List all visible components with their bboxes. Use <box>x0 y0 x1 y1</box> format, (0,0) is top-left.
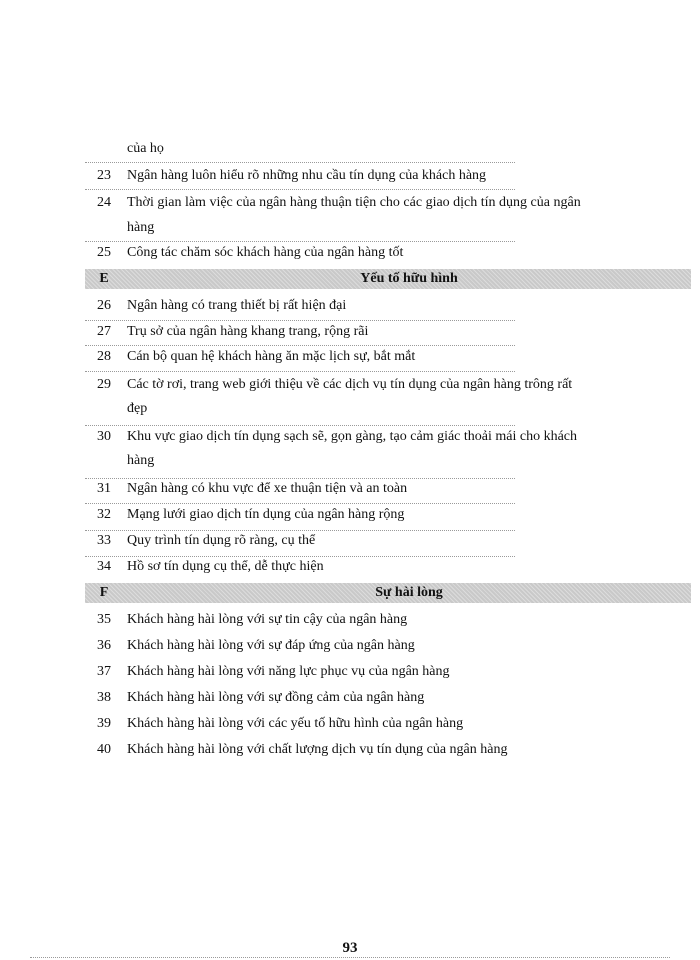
row-text: Ngân hàng có khu vực để xe thuận tiện và an toàn <box>127 481 408 496</box>
row-text: Cán bộ quan hệ khách hàng ăn mặc lịch sự, bắt mắt <box>127 349 416 364</box>
row-text-continuation: hàng <box>127 453 155 468</box>
row-text: Hồ sơ tín dụng cụ thể, dễ thực hiện <box>127 559 324 574</box>
row-number: 40 <box>97 742 111 757</box>
row-text-continuation: hàng <box>127 220 155 235</box>
row-number: 36 <box>97 638 111 653</box>
row-text: Khách hàng hài lòng với năng lực phục vụ của ngân hàng <box>127 664 450 679</box>
row-number: 27 <box>97 324 111 339</box>
row-number: 38 <box>97 690 111 705</box>
row-number: 35 <box>97 612 111 627</box>
section-code: F <box>99 585 109 600</box>
row-number: 32 <box>97 507 111 522</box>
row-text: Khách hàng hài lòng với sự đáp ứng của ngân hàng <box>127 638 415 653</box>
row-text: Ngân hàng có trang thiết bị rất hiện đại <box>127 298 347 313</box>
section-title: Yếu tố hữu hình <box>360 271 458 286</box>
footer-divider <box>30 957 670 958</box>
row-number: 39 <box>97 716 111 731</box>
row-number: 23 <box>97 168 111 183</box>
row-text: Thời gian làm việc của ngân hàng thuận tiện cho các giao dịch tín dụng của ngân <box>127 195 581 210</box>
row-number: 37 <box>97 664 111 679</box>
row-text: Khu vực giao dịch tín dụng sạch sẽ, gọn gàng, tạo cảm giác thoải mái cho khách <box>127 429 578 444</box>
row-text: Các tờ rơi, trang web giới thiệu về các dịch vụ tín dụng của ngân hàng trông rất <box>127 377 573 392</box>
row-number: 33 <box>97 533 111 548</box>
row-number: 30 <box>97 429 111 444</box>
row-text: Khách hàng hài lòng với sự đồng cảm của ngân hàng <box>127 690 425 705</box>
row-text: Quy trình tín dụng rõ ràng, cụ thể <box>127 533 316 548</box>
row-text: Khách hàng hài lòng với các yếu tố hữu hình của ngân hàng <box>127 716 464 731</box>
section-title: Sự hài lòng <box>375 585 443 600</box>
row-text: Khách hàng hài lòng với sự tin cậy của ngân hàng <box>127 612 408 627</box>
page-number: 93 <box>342 940 358 956</box>
row-number: 34 <box>97 559 111 574</box>
continuation-text: của họ <box>127 141 164 156</box>
row-number: 26 <box>97 298 111 313</box>
row-text: Khách hàng hài lòng với chất lượng dịch vụ tín dụng của ngân hàng <box>127 742 508 757</box>
section-header-e <box>85 269 691 289</box>
row-text-continuation: đẹp <box>127 401 148 416</box>
row-number: 28 <box>97 349 111 364</box>
row-number: 24 <box>97 195 111 210</box>
row-text: Trụ sở của ngân hàng khang trang, rộng rãi <box>127 324 369 339</box>
row-number: 29 <box>97 377 111 392</box>
row-number: 31 <box>97 481 111 496</box>
section-header-f <box>85 583 691 603</box>
row-number: 25 <box>97 245 111 260</box>
row-text: Mạng lưới giao dịch tín dụng của ngân hàng rộng <box>127 507 405 522</box>
row-text: Ngân hàng luôn hiểu rõ những nhu cầu tín dụng của khách hàng <box>127 168 487 183</box>
row-text: Công tác chăm sóc khách hàng của ngân hàng tốt <box>127 245 404 260</box>
section-code: E <box>99 271 109 286</box>
